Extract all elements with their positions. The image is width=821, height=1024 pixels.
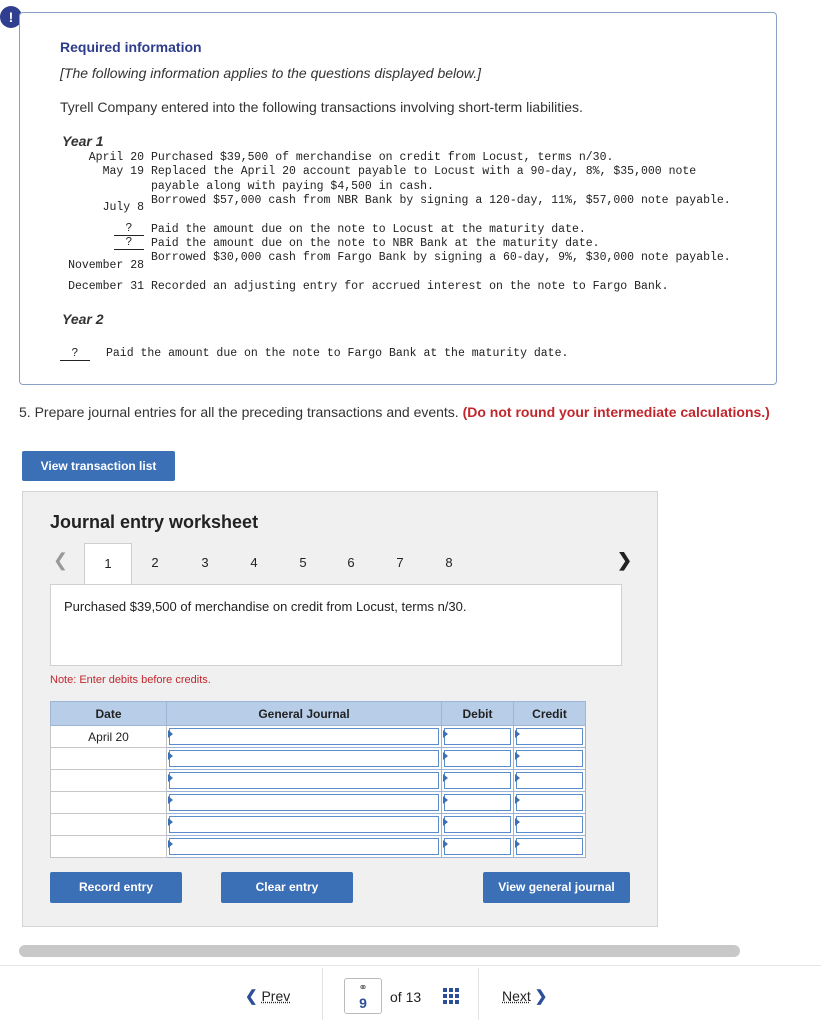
table-row [51,770,586,792]
worksheet-page-1[interactable]: 1 [84,543,132,585]
tx-date: July 8 [102,201,144,214]
credit-column-header: Credit [514,702,586,726]
alert-icon: ! [0,6,22,28]
tx-date: April 20 [88,151,144,164]
nav-separator [478,968,479,1020]
question-warning: (Do not round your intermediate calculations.) [462,404,770,420]
credit-input[interactable] [514,726,586,748]
next-label: Next [502,988,531,1004]
credit-input[interactable] [514,836,586,858]
nav-divider [0,965,821,966]
debit-input[interactable] [442,814,514,836]
tx-date-blank: ? [114,237,144,250]
general-journal-column-header: General Journal [167,702,442,726]
chevron-left-icon[interactable]: ❮ [53,550,69,570]
journal-table [50,701,586,858]
journal-entry-worksheet [22,491,658,927]
prev-label: Prev [261,988,291,1004]
view-transaction-list-button[interactable]: View transaction list [22,451,175,481]
date-column-header: Date [51,702,167,726]
debit-input[interactable] [442,792,514,814]
tx-date: December 31 [68,280,144,293]
nav-separator [322,968,323,1020]
year1-label: Year 1 [62,133,104,149]
table-row [51,814,586,836]
date-cell: April 20 [51,726,167,748]
year2-label: Year 2 [62,311,104,327]
clear-entry-button[interactable]: Clear entry [221,872,353,903]
debits-note: Note: Enter debits before credits. [50,674,211,686]
tx-date-blank: ? [60,348,90,361]
date-cell [51,748,167,770]
link-icon: ⚭ [358,982,368,994]
account-input[interactable] [167,792,442,814]
required-information-panel [19,12,777,385]
worksheet-page-6[interactable]: 6 [347,555,355,570]
transaction-description-box [50,584,622,666]
debit-input[interactable] [442,726,514,748]
account-input[interactable] [167,836,442,858]
credit-input[interactable] [514,792,586,814]
date-cell [51,792,167,814]
table-row [51,836,586,858]
credit-input[interactable] [514,814,586,836]
credit-input[interactable] [514,770,586,792]
debit-input[interactable] [442,836,514,858]
date-cell [51,814,167,836]
chevron-right-icon: ❯ [534,988,548,1005]
info-intro: Tyrell Company entered into the following transactions involving short-term liabilities. [60,99,583,115]
worksheet-title: Journal entry worksheet [50,512,259,532]
info-title: Required information [60,39,202,55]
account-input[interactable] [167,814,442,836]
scrollbar-thumb[interactable] [19,945,740,957]
question-text: 5. Prepare journal entries for all the preceding transactions and events. [19,404,459,420]
question-prompt [19,404,770,420]
tx-text: Borrowed $30,000 cash from Fargo Bank by signing a 60-day, 9%, $30,000 note payable. [151,251,731,264]
chevron-left-icon: ❮ [245,988,258,1005]
worksheet-page-7[interactable]: 7 [396,555,404,570]
tx-text: Recorded an adjusting entry for accrued interest on the note to Fargo Bank. [151,280,669,293]
current-page-number: 9 [359,995,367,1011]
worksheet-page-5[interactable]: 5 [299,555,307,570]
date-cell [51,836,167,858]
credit-input[interactable] [514,748,586,770]
tx-text: Borrowed $57,000 cash from NBR Bank by signing a 120-day, 11%, $57,000 note payable. [151,194,731,207]
tx-date-blank: ? [114,223,144,236]
tx-date: May 19 [102,165,144,178]
account-input[interactable] [167,726,442,748]
worksheet-page-2[interactable]: 2 [151,555,159,570]
tx-text: Paid the amount due on the note to NBR Bank at the maturity date. [151,237,600,250]
horizontal-scrollbar[interactable] [19,945,821,959]
current-page-indicator[interactable] [344,978,382,1014]
tx-text: Paid the amount due on the note to Locust at the maturity date. [151,223,586,236]
page-count: of 13 [390,989,422,1005]
debit-input[interactable] [442,770,514,792]
worksheet-page-8[interactable]: 8 [445,555,453,570]
table-row [51,792,586,814]
worksheet-page-3[interactable]: 3 [201,555,209,570]
tx-date: November 28 [68,259,144,272]
record-entry-button[interactable]: Record entry [50,872,182,903]
transaction-description: Purchased $39,500 of merchandise on credit from Locust, terms n/30. [64,599,467,614]
next-button[interactable] [502,987,547,1005]
account-input[interactable] [167,748,442,770]
table-row [51,726,586,748]
info-subtitle: [The following information applies to the questions displayed below.] [60,65,482,81]
view-general-journal-button[interactable]: View general journal [483,872,630,903]
tx-text: Replaced the April 20 account payable to Locust with a 90-day, 8%, $35,000 note payable along with paying $4,500 in cash. [151,165,697,193]
grid-icon[interactable] [443,988,459,1004]
tx-text: Paid the amount due on the note to Fargo Bank at the maturity date. [106,347,569,360]
table-row [51,748,586,770]
account-input[interactable] [167,770,442,792]
tx-text: Purchased $39,500 of merchandise on credit from Locust, terms n/30. [151,151,614,164]
worksheet-page-4[interactable]: 4 [250,555,258,570]
prev-button[interactable] [245,987,290,1005]
date-cell [51,770,167,792]
chevron-right-icon[interactable]: ❯ [617,550,633,570]
debit-column-header: Debit [442,702,514,726]
debit-input[interactable] [442,748,514,770]
